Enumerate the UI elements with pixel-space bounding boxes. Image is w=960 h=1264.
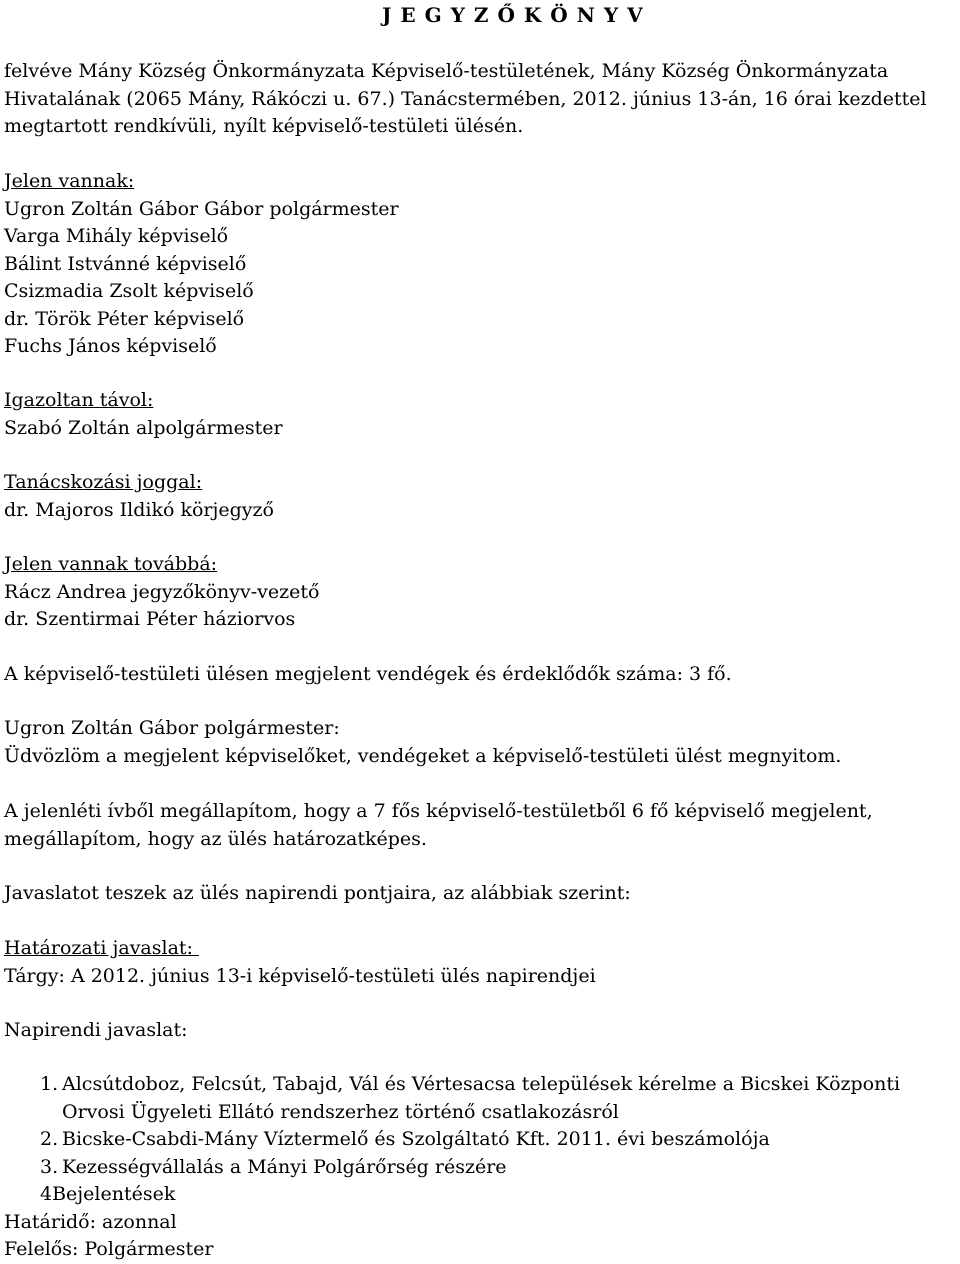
present-item: dr. Török Péter képviselő: [4, 307, 245, 330]
present-item: Bálint Istvánné képviselő: [4, 252, 247, 275]
quorum-line-1: A jelenléti ívből megállapítom, hogy a 7 fős képviselő-testületből 6 fő képviselő megjelent,: [4, 800, 873, 822]
also-present-heading: Jelen vannak továbbá:: [4, 553, 218, 575]
list-item: 4Bejelentések: [40, 1183, 176, 1205]
advisory-section: [4, 469, 274, 524]
intro-paragraph: [4, 58, 958, 141]
also-present-item: Rácz Andrea jegyzőkönyv-vezető: [4, 580, 320, 603]
intro-line-1: felvéve Mány Község Önkormányzata Képviselő-testületének, Mány Község Önkormányzata: [4, 60, 889, 82]
list-item: [4, 1071, 958, 1126]
also-present-item: dr. Szentirmai Péter háziorvos: [4, 608, 296, 630]
list-number: 1.: [40, 1073, 59, 1095]
document-title: J E G Y Z Ő K Ö N Y V: [382, 3, 644, 27]
resolution-heading: Határozati javaslat:: [4, 937, 199, 959]
deadline-line: Határidő: azonnal: [4, 1210, 177, 1233]
list-number: 3.: [40, 1155, 59, 1178]
guests-line: A képviselő-testületi ülésen megjelent vendégek és érdeklődők száma: 3 fő.: [4, 663, 732, 685]
list-item: [4, 1154, 958, 1182]
quorum-paragraph: [4, 798, 958, 853]
intro-line-3: megtartott rendkívüli, nyílt képviselő-testületi ülésén.: [4, 115, 524, 137]
also-present-section: [4, 551, 319, 634]
proposal-intro: Javaslatot teszek az ülés napirendi pontjaira, az alábbiak szerint:: [4, 882, 631, 904]
speaker-section: [4, 715, 841, 770]
speaker-name: Ugron Zoltán Gábor polgármester:: [4, 717, 340, 739]
present-heading: Jelen vannak:: [4, 170, 135, 192]
agenda-heading: Napirendi javaslat:: [4, 1019, 188, 1041]
list-number: 2.: [40, 1128, 59, 1150]
intro-line-2: Hivatalának (2065 Mány, Rákóczi u. 67.) Tanácstermében, 2012. június 13-án, 16 órai kezdettel: [4, 87, 927, 110]
quorum-line-2: megállapítom, hogy az ülés határozatképes.: [4, 827, 427, 850]
present-item: Csizmadia Zsolt képviselő: [4, 280, 254, 302]
advisory-item: dr. Majoros Ildikó körjegyző: [4, 498, 274, 521]
absent-item: Szabó Zoltán alpolgármester: [4, 416, 283, 439]
list-line: Kezességvállalás a Mányi Polgárőrség részére: [62, 1155, 507, 1178]
responsible-line: Felelős: Polgármester: [4, 1238, 214, 1260]
list-item: [4, 1126, 958, 1154]
present-item: Ugron Zoltán Gábor Gábor polgármester: [4, 197, 399, 220]
resolution-subject: Tárgy: A 2012. június 13-i képviselő-testületi ülés napirendjei: [4, 964, 596, 987]
advisory-heading: Tanácskozási joggal:: [4, 471, 203, 493]
list-line: Orvosi Ügyeleti Ellátó rendszerhez történő csatlakozásról: [62, 1100, 619, 1123]
present-item: Fuchs János képviselő: [4, 335, 217, 357]
present-item: Varga Mihály képviselő: [4, 225, 229, 247]
list-line: Bicske-Csabdi-Mány Víztermelő és Szolgáltató Kft. 2011. évi beszámolója: [62, 1128, 770, 1150]
present-section: [4, 168, 399, 361]
absent-heading: Igazoltan távol:: [4, 389, 154, 411]
resolution-section: [4, 935, 596, 990]
list-line: Alcsútdoboz, Felcsút, Tabajd, Vál és Vértesacsa települések kérelme a Bicskei Központi: [62, 1073, 901, 1095]
greeting-line: Üdvözlöm a megjelent képviselőket, vendégeket a képviselő-testületi ülést megnyitom.: [4, 744, 842, 767]
absent-section: [4, 387, 283, 442]
agenda-list: [4, 1071, 958, 1264]
